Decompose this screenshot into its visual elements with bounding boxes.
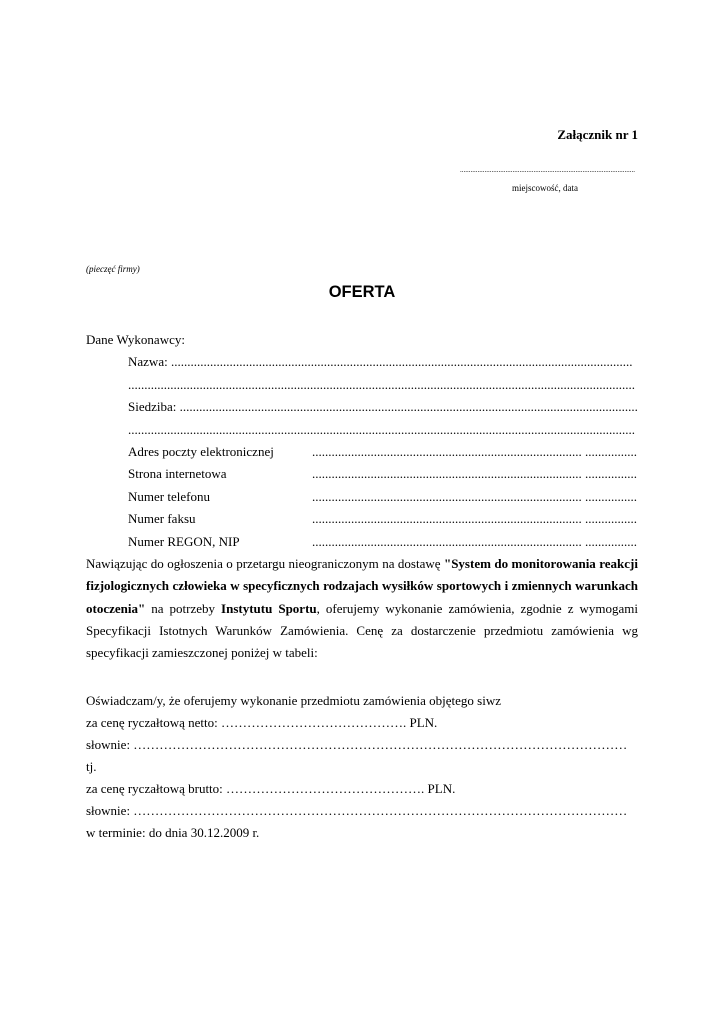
website-label: Strona internetowa <box>128 466 227 482</box>
offer-line <box>86 598 638 620</box>
name-field <box>86 351 638 373</box>
contractor-details <box>86 329 638 553</box>
email-blank: ................................................................................... ................ <box>312 443 637 459</box>
fax-blank: ................................................................................... ................ <box>312 511 637 527</box>
seat-blank: ............................................................................................................................................. <box>179 399 638 415</box>
net-price-line: za cenę ryczałtową netto: ……………………………………. PLN. <box>86 715 438 730</box>
offer-text: specyfikacji zamieszczonej poniżej w tabeli: <box>86 645 318 661</box>
offer-text: na potrzeby <box>145 600 222 616</box>
website-field <box>86 463 638 485</box>
net-price-in-words-line: słownie: …………………………………………………………………………………………………… <box>86 737 628 752</box>
tender-subject: fizjologicznych człowieka w specyficznych rodzajach wysiłków sportowych i zmiennych warunkach <box>86 578 638 594</box>
name-label: Nazwa: <box>128 354 168 370</box>
name-blank: .............................................................................................................................................. <box>170 354 633 370</box>
regon-nip-blank: ................................................................................... ................ <box>312 533 637 549</box>
offer-line <box>86 553 638 575</box>
tender-subject: otoczenia" <box>86 600 146 616</box>
website-blank: ................................................................................... ................ <box>312 466 637 482</box>
offer-line <box>86 642 638 664</box>
offer-text: Nawiązując do ogłoszenia o przetargu nieograniczonym na dostawę <box>86 555 444 571</box>
attachment-number: Załącznik nr 1 <box>557 127 638 142</box>
gross-price-in-words-line: słownie: …………………………………………………………………………………………………… <box>86 803 628 818</box>
seat-blank-line-2: ............................................................................................................................................................ <box>128 421 635 437</box>
contractor-heading: Dane Wykonawcy: <box>86 332 185 347</box>
place-date-caption: miejscowość, data <box>512 183 578 193</box>
offer-text: Specyfikacji Istotnych Warunków Zamówienia. Cenę za dostarczenie przedmiotu zamówienia wg <box>86 623 638 639</box>
place-date-blank: .................................................................................................... <box>460 166 635 174</box>
fax-field <box>86 508 638 530</box>
phone-field <box>86 486 638 508</box>
tender-subject: "System do monitorowania reakcji <box>443 555 638 571</box>
gross-price-line: za cenę ryczałtową brutto: ………………………………………. PLN. <box>86 781 456 796</box>
offer-line <box>86 575 638 597</box>
offer-paragraph <box>86 553 638 665</box>
document-title: OFERTA <box>328 283 396 301</box>
offer-text: , oferujemy wykonanie zamówienia, zgodnie z wymogami <box>316 600 638 616</box>
email-label: Adres poczty elektronicznej <box>128 443 274 459</box>
delivery-deadline: w terminie: do dnia 30.12.2009 r. <box>86 825 260 840</box>
name-blank-line-2: ............................................................................................................................................................ <box>128 376 635 392</box>
regon-nip-field <box>86 531 638 553</box>
institution-name: Instytutu Sportu <box>221 600 317 616</box>
price-declaration <box>86 690 646 844</box>
phone-label: Numer telefonu <box>128 488 210 504</box>
ie-label: tj. <box>86 759 97 774</box>
offer-line <box>86 620 638 642</box>
regon-nip-label: Numer REGON, NIP <box>128 533 240 549</box>
email-field <box>86 441 638 463</box>
company-stamp-caption: (pieczęć firmy) <box>86 264 140 274</box>
fax-label: Numer faksu <box>128 511 196 527</box>
seat-field <box>86 396 638 418</box>
seat-label: Siedziba: <box>128 399 177 415</box>
document-body <box>86 329 638 665</box>
declaration-statement: Oświadczam/y, że oferujemy wykonanie przedmiotu zamówienia objętego siwz <box>86 693 502 708</box>
phone-blank: ................................................................................... ................ <box>312 488 637 504</box>
